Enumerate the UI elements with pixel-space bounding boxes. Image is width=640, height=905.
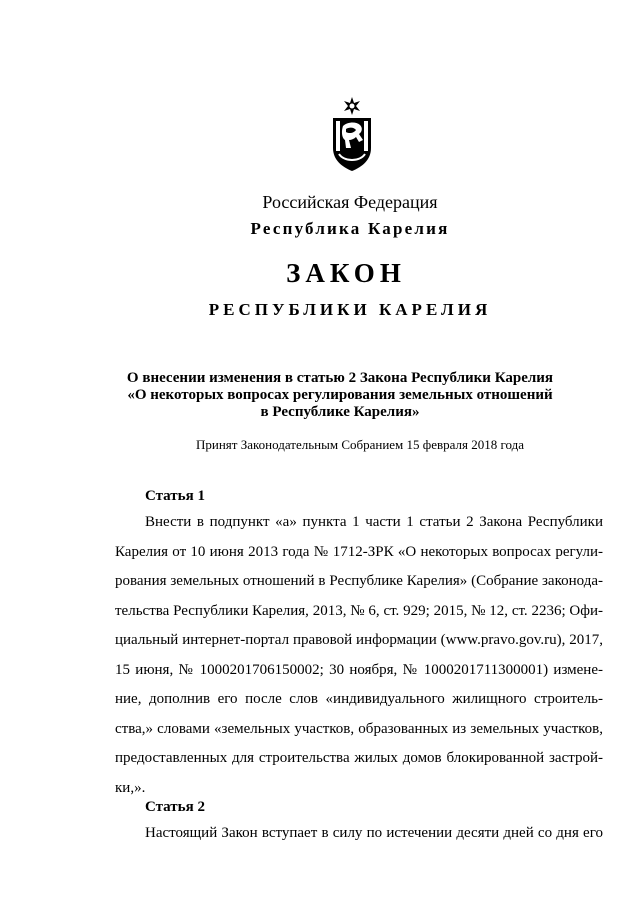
article-1-title: Статья 1 — [145, 488, 205, 504]
paragraph-line: ние, дополнив его после слов «индивидуального жилищного строитель- — [115, 691, 603, 707]
law-title: ЗАКОН — [286, 258, 406, 288]
paragraph-line: тельства Республики Карелия, 2013, № 6, ст. 929; 2015, № 12, ст. 2236; Офи- — [115, 602, 603, 619]
heading-line: в Республике Карелия» — [260, 404, 420, 420]
paragraph-line: Внести в подпункт «а» пункта 1 части 1 статьи 2 Закона Республики — [145, 514, 603, 530]
article-2-text — [115, 823, 603, 853]
paragraph-line: 15 июня, № 1000201706150002; 30 ноября, № 1000201711300001) измене- — [115, 661, 603, 678]
law-heading — [80, 370, 600, 421]
heading-line: «О некоторых вопросах регулирования земельных отношений — [127, 387, 553, 403]
paragraph-line: Настоящий Закон вступает в силу по истечении десяти дней со дня его — [145, 825, 603, 841]
paragraph-line: предоставленных для строительства жилых домов блокированной застрой- — [115, 750, 603, 766]
paragraph-line: рования земельных отношений в Республике Карелия» (Собрание законода- — [115, 573, 603, 589]
republic-name: Республика Карелия — [250, 219, 450, 238]
article-1-text — [115, 512, 603, 807]
paragraph-line: Карелия от 10 июня 2013 года № 1712-ЗРК «О некоторых вопросах регули- — [115, 543, 603, 560]
paragraph-line: ки,». — [115, 779, 146, 796]
heading-line: О внесении изменения в статью 2 Закона Республики Карелия — [126, 370, 554, 386]
article-2-title: Статья 2 — [145, 799, 205, 815]
paragraph-line: ства,» словами «земельных участков, образованных из земельных участков, — [115, 720, 603, 737]
paragraph-line: циальный интернет-портал правовой информации (www.pravo.gov.ru), 2017, — [115, 632, 603, 648]
adoption-note: Принят Законодательным Собранием 15 февраля 2018 года — [196, 437, 524, 452]
karelia-coat-of-arms — [329, 96, 375, 172]
law-subtitle: РЕСПУБЛИКИ КАРЕЛИЯ — [208, 300, 492, 319]
country-name: Российская Федерация — [262, 192, 438, 212]
